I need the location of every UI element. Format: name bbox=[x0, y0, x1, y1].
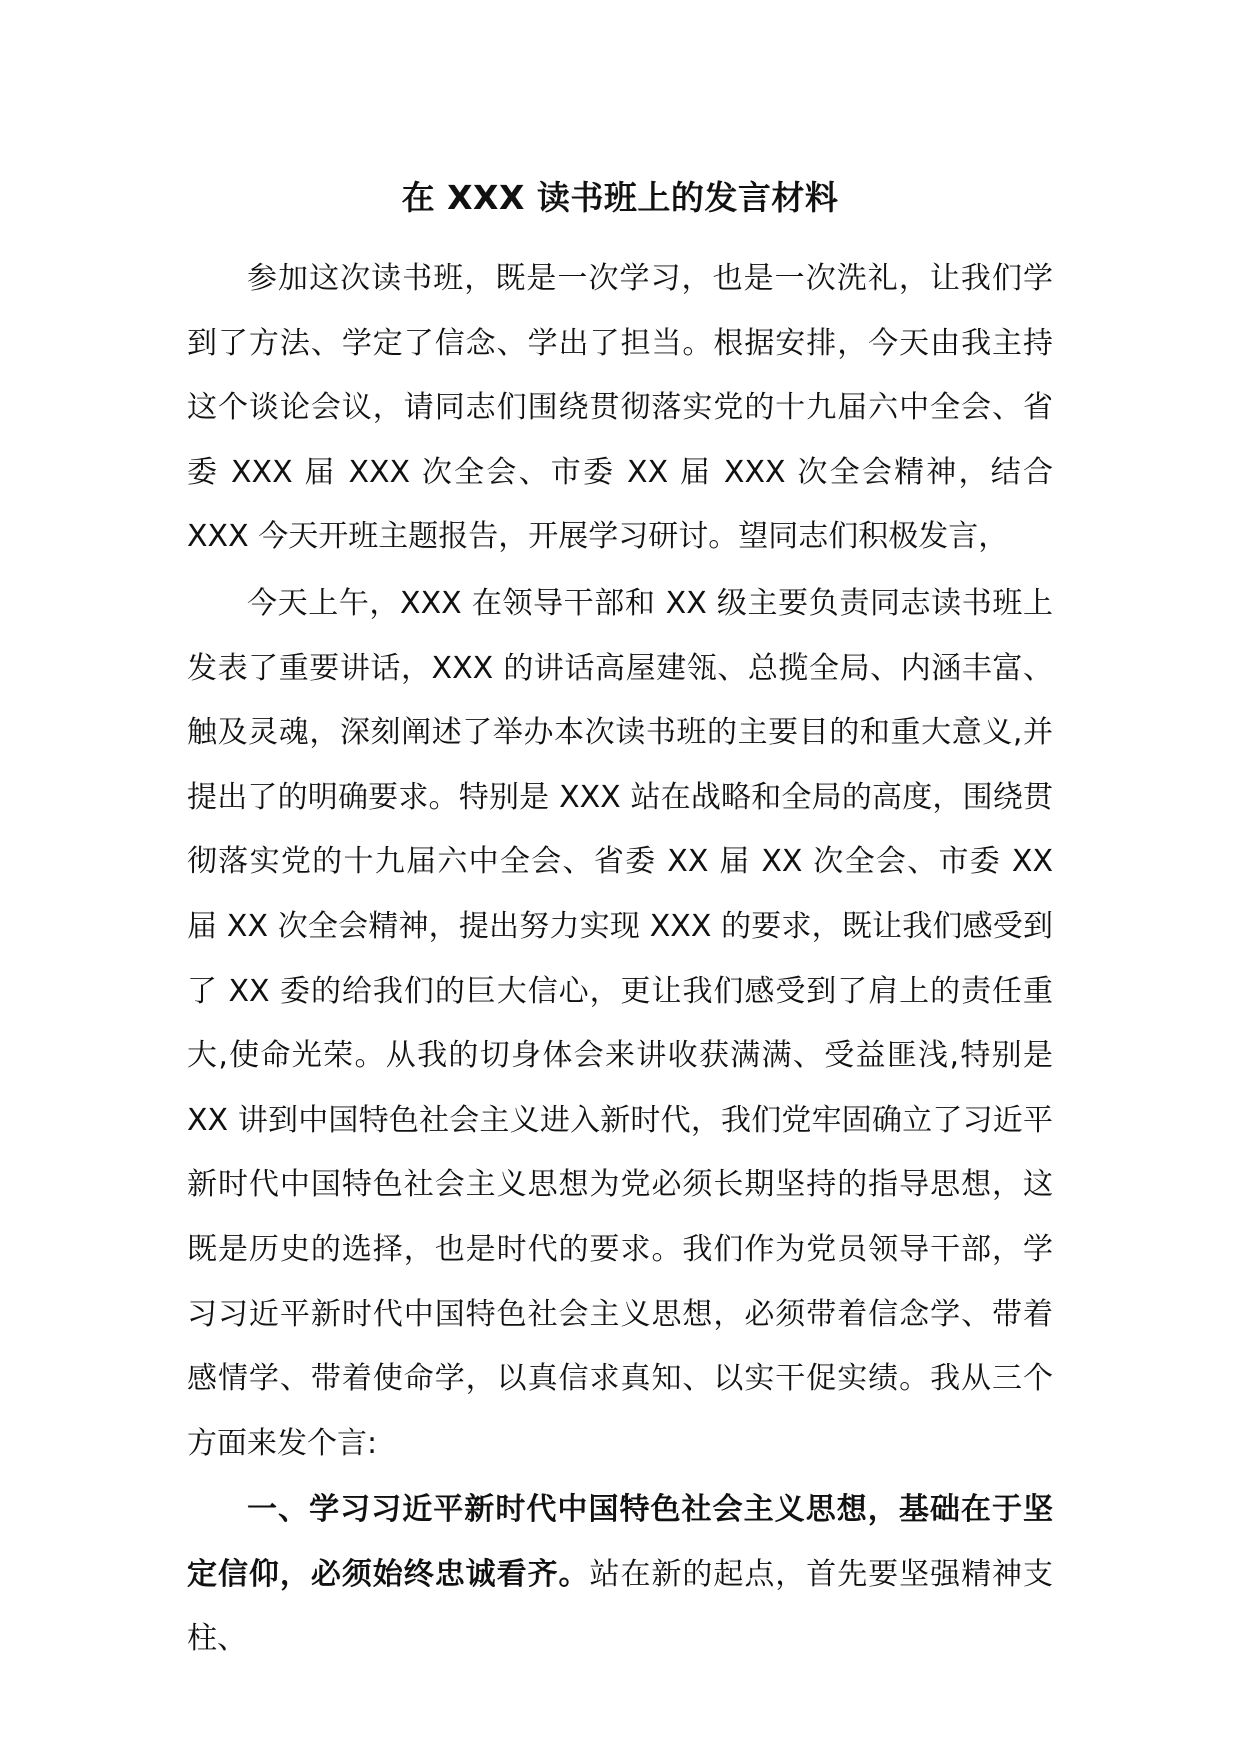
document-title: 在 XXX 读书班上的发言材料 bbox=[401, 178, 839, 217]
paragraph-3 bbox=[187, 1478, 1053, 1672]
paragraph-2: 今天上午，XXX 在领导干部和 XX 级主要负责同志读书班上发表了重要讲话，XXX 的讲话高屋建瓴、总揽全局、内涵丰富、触及灵魂，深刻阐述了举办本次读书班的主要目的和重大意义,并提出了的明确要求。特别是 XXX 站在战略和全局的高度，围绕贯彻落实党的十九届六中全会、省委 XX 届 XX 次全会、市委 XX 届 XX 次全会精神，提出努力实现 XXX 的要求，既让我们感受到了 XX 委的给我们的巨大信心，更让我们感受到了肩上的责任重大,使命光荣。从我的切身体会来讲收获满满、受益匪浅,特别是 XX 讲到中国特色社会主义进入新时代，我们党牢固确立了习近平新时代中国特色社会主义思想为党必须长期坚持的指导思想，这既是历史的选择，也是时代的要求。我们作为党员领导干部，学习习近平新时代中国特色社会主义思想，必须带着信念学、带着感情学、带着使命学，以真信求真知、以实干促实绩。我从三个方面来发个言: bbox=[187, 585, 1053, 1461]
paragraph-1: 参加这次读书班，既是一次学习，也是一次洗礼，让我们学到了方法、学定了信念、学出了担当。根据安排，今天由我主持这个谈论会议，请同志们围绕贯彻落实党的十九届六中全会、省委 XXX 届 XXX 次全会、市委 XX 届 XXX 次全会精神，结合 XXX 今天开班主题报告，开展学习研讨。望同志们积极发言， bbox=[187, 261, 1053, 555]
section-heading-1: 一、学习习近平新时代中国特色社会主义思想，基础在于坚定信仰，必须始终忠诚看齐。 bbox=[187, 1492, 1053, 1592]
document-body bbox=[187, 247, 1053, 1672]
section-text-1: 站在新的起点，首先要坚强精神支柱、 bbox=[187, 1556, 1054, 1657]
